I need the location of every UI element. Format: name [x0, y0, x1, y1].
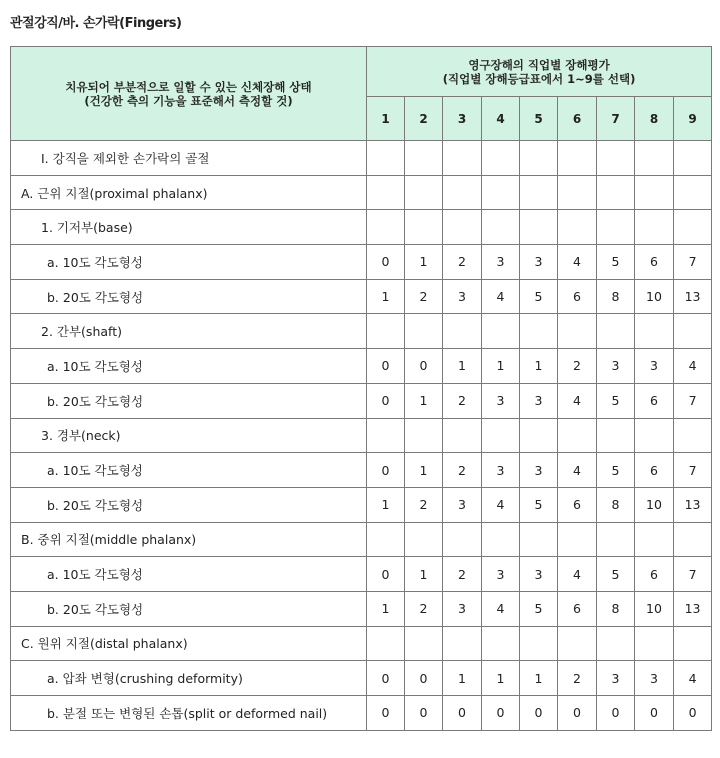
row-label: b. 20도 각도형성	[11, 279, 367, 314]
grade-cell	[597, 418, 635, 453]
header-evaluation	[367, 47, 712, 97]
grade-cell: 3	[482, 383, 520, 418]
row-label: b. 분절 또는 변형된 손톱(split or deformed nail)	[11, 696, 367, 731]
grade-cell	[558, 626, 597, 661]
table-row	[11, 245, 712, 280]
grade-cell	[520, 418, 558, 453]
grade-cell	[674, 314, 712, 349]
table-row	[11, 696, 712, 731]
grade-cell	[482, 141, 520, 176]
grade-cell: 4	[558, 557, 597, 592]
grade-cell: 7	[674, 383, 712, 418]
grade-cell: 1	[405, 383, 443, 418]
column-header: 3	[443, 97, 482, 141]
grade-cell	[674, 210, 712, 245]
grade-cell: 3	[520, 453, 558, 488]
grade-cell	[558, 210, 597, 245]
grade-cell: 6	[635, 453, 674, 488]
grade-cell: 6	[558, 487, 597, 522]
grade-cell: 6	[558, 591, 597, 626]
grade-cell	[443, 141, 482, 176]
grade-cell: 1	[482, 661, 520, 696]
row-label: 1. 기저부(base)	[11, 210, 367, 245]
grade-cell	[635, 522, 674, 557]
grade-cell: 0	[367, 383, 405, 418]
column-header: 1	[367, 97, 405, 141]
grade-cell	[520, 522, 558, 557]
grade-cell: 6	[635, 383, 674, 418]
grade-cell: 0	[405, 661, 443, 696]
grade-cell	[443, 314, 482, 349]
grade-cell: 3	[482, 557, 520, 592]
grade-cell: 1	[367, 279, 405, 314]
row-label: a. 10도 각도형성	[11, 557, 367, 592]
grade-cell: 4	[558, 383, 597, 418]
grade-cell: 2	[443, 383, 482, 418]
grade-cell: 5	[520, 487, 558, 522]
grade-cell: 0	[367, 696, 405, 731]
grade-cell	[597, 175, 635, 210]
row-label: a. 압좌 변형(crushing deformity)	[11, 661, 367, 696]
grade-cell: 7	[674, 557, 712, 592]
column-header: 5	[520, 97, 558, 141]
grade-cell	[367, 522, 405, 557]
grade-cell	[635, 141, 674, 176]
grade-cell: 3	[443, 279, 482, 314]
page-title: 관절강직/바. 손가락(Fingers)	[10, 16, 182, 31]
grade-cell: 5	[597, 557, 635, 592]
table-row	[11, 383, 712, 418]
grade-cell	[367, 626, 405, 661]
column-header: 4	[482, 97, 520, 141]
header-evaluation-line1: 영구장해의 직업별 장해평가	[468, 57, 610, 72]
column-header: 9	[674, 97, 712, 141]
grade-cell	[597, 210, 635, 245]
grade-cell	[520, 141, 558, 176]
grade-cell: 4	[558, 245, 597, 280]
header-condition-line1: 치유되어 부분적으로 일할 수 있는 신체장해 상태	[65, 79, 312, 94]
grade-cell: 4	[674, 349, 712, 384]
row-label: Ⅰ. 강직을 제외한 손가락의 골절	[11, 141, 367, 176]
grade-cell	[443, 210, 482, 245]
grade-cell: 4	[482, 279, 520, 314]
grade-cell: 1	[443, 349, 482, 384]
grade-cell: 3	[520, 383, 558, 418]
grade-cell	[674, 626, 712, 661]
grade-cell	[674, 418, 712, 453]
grade-cell	[635, 626, 674, 661]
grade-cell: 0	[443, 696, 482, 731]
grade-cell: 1	[367, 591, 405, 626]
grade-cell: 0	[367, 557, 405, 592]
grade-cell	[482, 314, 520, 349]
grade-cell	[558, 314, 597, 349]
grade-cell: 4	[674, 661, 712, 696]
grade-cell	[482, 418, 520, 453]
grade-cell: 6	[635, 245, 674, 280]
grade-cell: 4	[482, 591, 520, 626]
grade-cell: 1	[520, 661, 558, 696]
grade-cell: 10	[635, 487, 674, 522]
row-label: b. 20도 각도형성	[11, 591, 367, 626]
grade-cell: 1	[443, 661, 482, 696]
grade-cell	[405, 522, 443, 557]
header-evaluation-line2: (직업별 장해등급표에서 1~9를 선택)	[442, 71, 636, 86]
grade-cell: 3	[635, 661, 674, 696]
grade-cell	[443, 418, 482, 453]
grade-cell: 13	[674, 279, 712, 314]
grade-cell: 6	[635, 557, 674, 592]
column-header: 8	[635, 97, 674, 141]
grade-cell	[597, 141, 635, 176]
table-row	[11, 314, 712, 349]
grade-cell: 7	[674, 453, 712, 488]
table-row	[11, 661, 712, 696]
table-row	[11, 557, 712, 592]
grade-cell: 4	[482, 487, 520, 522]
grade-cell: 6	[558, 279, 597, 314]
grade-cell: 2	[558, 349, 597, 384]
grade-cell	[482, 175, 520, 210]
grade-cell: 0	[674, 696, 712, 731]
grade-cell: 1	[520, 349, 558, 384]
grade-cell	[520, 210, 558, 245]
row-label: 2. 간부(shaft)	[11, 314, 367, 349]
grade-cell	[597, 626, 635, 661]
grade-cell: 1	[405, 453, 443, 488]
grade-cell: 2	[443, 557, 482, 592]
column-header: 2	[405, 97, 443, 141]
grade-cell: 5	[520, 279, 558, 314]
row-label: b. 20도 각도형성	[11, 487, 367, 522]
grade-cell: 13	[674, 591, 712, 626]
table-row	[11, 626, 712, 661]
grade-cell: 2	[558, 661, 597, 696]
grade-cell	[443, 522, 482, 557]
grade-cell: 3	[482, 245, 520, 280]
row-label: a. 10도 각도형성	[11, 245, 367, 280]
grade-cell: 2	[405, 279, 443, 314]
grade-cell: 0	[635, 696, 674, 731]
grade-cell: 7	[674, 245, 712, 280]
grade-cell	[405, 626, 443, 661]
grade-cell: 3	[635, 349, 674, 384]
grade-cell: 0	[482, 696, 520, 731]
grade-cell	[674, 175, 712, 210]
grade-cell	[367, 141, 405, 176]
grade-cell: 0	[597, 696, 635, 731]
grade-cell	[635, 418, 674, 453]
grade-cell: 2	[405, 591, 443, 626]
grade-cell: 8	[597, 591, 635, 626]
grade-cell	[597, 522, 635, 557]
table-row	[11, 522, 712, 557]
table-row	[11, 591, 712, 626]
table-row	[11, 279, 712, 314]
grade-cell: 5	[520, 591, 558, 626]
grade-cell	[635, 175, 674, 210]
grade-cell	[367, 418, 405, 453]
grade-cell	[367, 210, 405, 245]
grade-cell	[482, 210, 520, 245]
column-header: 7	[597, 97, 635, 141]
disability-table	[10, 46, 712, 731]
grade-cell: 0	[367, 349, 405, 384]
table-row	[11, 453, 712, 488]
grade-cell: 3	[443, 487, 482, 522]
grade-cell: 1	[405, 557, 443, 592]
grade-cell	[405, 210, 443, 245]
grade-cell	[635, 314, 674, 349]
column-header: 6	[558, 97, 597, 141]
grade-cell: 2	[443, 453, 482, 488]
grade-cell	[443, 626, 482, 661]
grade-cell: 13	[674, 487, 712, 522]
grade-cell: 8	[597, 279, 635, 314]
grade-cell	[520, 314, 558, 349]
grade-cell: 3	[443, 591, 482, 626]
grade-cell	[558, 418, 597, 453]
grade-cell: 0	[367, 661, 405, 696]
row-label: C. 원위 지절(distal phalanx)	[11, 626, 367, 661]
row-label: a. 10도 각도형성	[11, 349, 367, 384]
grade-cell	[367, 175, 405, 210]
grade-cell: 3	[520, 557, 558, 592]
grade-cell: 2	[405, 487, 443, 522]
grade-cell	[482, 626, 520, 661]
table-row	[11, 141, 712, 176]
grade-cell: 3	[597, 661, 635, 696]
grade-cell: 0	[367, 453, 405, 488]
grade-cell: 0	[558, 696, 597, 731]
grade-cell	[674, 141, 712, 176]
grade-cell	[405, 418, 443, 453]
header-condition-line2: (건강한 측의 기능을 표준해서 측정할 것)	[84, 93, 293, 108]
table-row	[11, 349, 712, 384]
row-label: A. 근위 지절(proximal phalanx)	[11, 175, 367, 210]
table-row	[11, 487, 712, 522]
grade-cell	[405, 141, 443, 176]
grade-cell: 3	[520, 245, 558, 280]
grade-cell: 1	[405, 245, 443, 280]
grade-cell: 0	[367, 245, 405, 280]
grade-cell: 5	[597, 383, 635, 418]
table-row	[11, 175, 712, 210]
header-condition	[11, 47, 367, 141]
grade-cell: 8	[597, 487, 635, 522]
row-label: 3. 경부(neck)	[11, 418, 367, 453]
grade-cell	[443, 175, 482, 210]
grade-cell: 1	[482, 349, 520, 384]
grade-cell: 1	[367, 487, 405, 522]
grade-cell	[558, 141, 597, 176]
grade-cell: 5	[597, 245, 635, 280]
grade-cell: 10	[635, 279, 674, 314]
row-label: B. 중위 지절(middle phalanx)	[11, 522, 367, 557]
grade-cell: 10	[635, 591, 674, 626]
grade-cell	[482, 522, 520, 557]
grade-cell	[558, 175, 597, 210]
grade-cell	[520, 626, 558, 661]
grade-cell: 2	[443, 245, 482, 280]
grade-cell	[520, 175, 558, 210]
grade-cell	[367, 314, 405, 349]
grade-cell: 3	[482, 453, 520, 488]
grade-cell: 5	[597, 453, 635, 488]
grade-cell: 0	[405, 349, 443, 384]
grade-cell	[635, 210, 674, 245]
grade-cell	[558, 522, 597, 557]
table-row	[11, 418, 712, 453]
row-label: b. 20도 각도형성	[11, 383, 367, 418]
table-row	[11, 210, 712, 245]
grade-cell	[597, 314, 635, 349]
grade-cell: 0	[520, 696, 558, 731]
grade-cell: 0	[405, 696, 443, 731]
grade-cell: 3	[597, 349, 635, 384]
row-label: a. 10도 각도형성	[11, 453, 367, 488]
grade-cell	[405, 314, 443, 349]
grade-cell	[405, 175, 443, 210]
grade-cell	[674, 522, 712, 557]
grade-cell: 4	[558, 453, 597, 488]
